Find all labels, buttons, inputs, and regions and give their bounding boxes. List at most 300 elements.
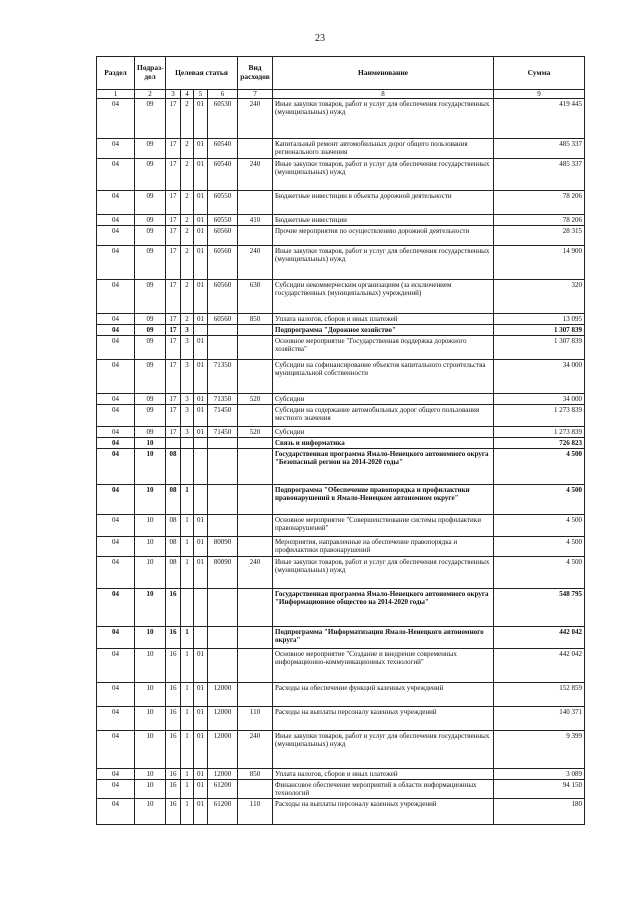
cell-naimenovanie: Прочие мероприятия по осуществлению дорожной деятельности [273, 226, 494, 246]
cell-naimenovanie: Субсидии на софинансирование объектов капитального строительства муниципальной собственности [273, 360, 494, 394]
cell-vid-rashodov: 110 [238, 707, 273, 731]
cell-podrazdel: 09 [135, 360, 166, 394]
cell-summa: 1 307 839 [494, 325, 585, 336]
cell-naimenovanie: Государственная программа Ямало-Ненецкого автономного округа "Безопасный регион на 2014-2020 годы" [273, 449, 494, 485]
cell-subprogram: 1 [181, 769, 194, 780]
cell-podrazdel: 10 [135, 707, 166, 731]
cell-subprogram: 1 [181, 537, 194, 557]
cell-program: 16 [166, 799, 181, 825]
cell-vid-rashodov [238, 449, 273, 485]
cell-summa: 4 500 [494, 557, 585, 589]
cell-measure: 01 [194, 707, 208, 731]
cell-measure: 01 [194, 226, 208, 246]
header-naimenovanie: Наименование [273, 57, 494, 90]
cell-direction [208, 485, 238, 515]
cell-razdel: 04 [97, 649, 135, 683]
cell-measure: 01 [194, 394, 208, 405]
cell-summa: 1 273 839 [494, 427, 585, 438]
cell-program: 17 [166, 336, 181, 360]
cell-podrazdel: 10 [135, 438, 166, 449]
cell-vid-rashodov: 850 [238, 314, 273, 325]
cell-direction: 60540 [208, 159, 238, 191]
cell-vid-rashodov [238, 336, 273, 360]
cell-summa: 94 150 [494, 780, 585, 799]
cell-subprogram [181, 438, 194, 449]
cell-summa: 485 337 [494, 139, 585, 159]
cell-razdel: 04 [97, 246, 135, 280]
cell-program: 17 [166, 139, 181, 159]
cell-naimenovanie: Уплата налогов, сборов и иных платежей [273, 314, 494, 325]
cell-vid-rashodov [238, 485, 273, 515]
cell-measure: 01 [194, 557, 208, 589]
cell-program: 17 [166, 226, 181, 246]
cell-program: 16 [166, 769, 181, 780]
cell-razdel: 04 [97, 191, 135, 215]
cell-program: 17 [166, 191, 181, 215]
cell-program: 17 [166, 405, 181, 427]
cell-naimenovanie: Бюджетные инвестиции в объекты дорожной деятельности [273, 191, 494, 215]
cell-subprogram: 2 [181, 99, 194, 139]
cell-razdel: 04 [97, 589, 135, 627]
table-row [97, 557, 585, 589]
cell-program: 17 [166, 427, 181, 438]
column-number: 8 [273, 90, 494, 99]
cell-razdel: 04 [97, 215, 135, 226]
header-podrazdel: Подраз-дел [135, 57, 166, 90]
cell-podrazdel: 10 [135, 449, 166, 485]
cell-razdel: 04 [97, 485, 135, 515]
cell-naimenovanie: Иные закупки товаров, работ и услуг для обеспечения государственных (муниципальных) нужд [273, 99, 494, 139]
table-row [97, 515, 585, 537]
cell-subprogram: 1 [181, 683, 194, 707]
table-row [97, 731, 585, 769]
page-number: 23 [315, 33, 325, 44]
cell-podrazdel: 09 [135, 139, 166, 159]
cell-measure: 01 [194, 191, 208, 215]
cell-subprogram [181, 589, 194, 627]
column-number: 9 [494, 90, 585, 99]
table-row [97, 360, 585, 394]
cell-razdel: 04 [97, 280, 135, 314]
cell-vid-rashodov: 240 [238, 731, 273, 769]
cell-naimenovanie: Бюджетные инвестиции [273, 215, 494, 226]
table-row [97, 246, 585, 280]
cell-podrazdel: 09 [135, 394, 166, 405]
cell-subprogram: 1 [181, 485, 194, 515]
cell-subprogram: 3 [181, 360, 194, 394]
cell-program [166, 438, 181, 449]
cell-measure: 01 [194, 314, 208, 325]
cell-measure: 01 [194, 139, 208, 159]
cell-vid-rashodov [238, 683, 273, 707]
cell-vid-rashodov: 520 [238, 394, 273, 405]
cell-razdel: 04 [97, 627, 135, 649]
column-number: 3 [166, 90, 181, 99]
cell-summa: 9 399 [494, 731, 585, 769]
cell-subprogram: 3 [181, 405, 194, 427]
cell-naimenovanie: Иные закупки товаров, работ и услуг для обеспечения государственных (муниципальных) нужд [273, 246, 494, 280]
header-razdel: Раздел [97, 57, 135, 90]
cell-subprogram: 1 [181, 515, 194, 537]
cell-podrazdel: 10 [135, 537, 166, 557]
cell-subprogram: 1 [181, 799, 194, 825]
table-row [97, 99, 585, 139]
cell-subprogram: 2 [181, 215, 194, 226]
cell-program: 17 [166, 246, 181, 280]
cell-podrazdel: 10 [135, 731, 166, 769]
cell-program: 16 [166, 589, 181, 627]
cell-naimenovanie: Субсидии на содержание автомобильных дорог общего пользования местного значения [273, 405, 494, 427]
cell-subprogram: 2 [181, 246, 194, 280]
cell-summa: 28 315 [494, 226, 585, 246]
cell-subprogram: 1 [181, 649, 194, 683]
cell-direction [208, 515, 238, 537]
cell-razdel: 04 [97, 427, 135, 438]
cell-naimenovanie: Основное мероприятие "Создание и внедрение современных информационно-коммуникационных технологий" [273, 649, 494, 683]
cell-summa: 1 307 839 [494, 336, 585, 360]
cell-measure: 01 [194, 799, 208, 825]
cell-naimenovanie: Субсидии [273, 427, 494, 438]
cell-program: 08 [166, 557, 181, 589]
cell-naimenovanie: Уплата налогов, сборов и иных платежей [273, 769, 494, 780]
table-row [97, 325, 585, 336]
cell-naimenovanie: Подпрограмма "Обеспечение правопорядка и профилактики правонарушений в Ямало-Ненецком автономном округе" [273, 485, 494, 515]
cell-vid-rashodov [238, 139, 273, 159]
cell-program: 17 [166, 99, 181, 139]
cell-podrazdel: 09 [135, 226, 166, 246]
cell-naimenovanie: Мероприятия, направленные на обеспечение правопорядка и профилактики правонарушений [273, 537, 494, 557]
cell-vid-rashodov: 520 [238, 427, 273, 438]
cell-naimenovanie: Субсидии некоммерческим организациям (за исключением государственных (муниципальных) учреждений) [273, 280, 494, 314]
table-row [97, 438, 585, 449]
cell-naimenovanie: Субсидии [273, 394, 494, 405]
cell-summa: 3 089 [494, 769, 585, 780]
table-row [97, 226, 585, 246]
cell-measure: 01 [194, 515, 208, 537]
cell-razdel: 04 [97, 360, 135, 394]
cell-razdel: 04 [97, 515, 135, 537]
cell-program: 17 [166, 360, 181, 394]
table-row [97, 780, 585, 799]
cell-naimenovanie: Подпрограмма "Информатизация Ямало-Ненецкого автономного округа" [273, 627, 494, 649]
cell-podrazdel: 09 [135, 159, 166, 191]
cell-naimenovanie: Связь и информатика [273, 438, 494, 449]
cell-summa: 320 [494, 280, 585, 314]
cell-subprogram: 3 [181, 325, 194, 336]
cell-naimenovanie: Основное мероприятие "Совершенствование системы профилактики правонарушений" [273, 515, 494, 537]
cell-direction: 71450 [208, 405, 238, 427]
table-row [97, 649, 585, 683]
cell-measure [194, 589, 208, 627]
cell-summa: 180 [494, 799, 585, 825]
cell-program: 17 [166, 215, 181, 226]
cell-razdel: 04 [97, 99, 135, 139]
table-row [97, 394, 585, 405]
cell-direction: 60560 [208, 314, 238, 325]
cell-program: 17 [166, 314, 181, 325]
cell-direction: 71450 [208, 427, 238, 438]
cell-measure [194, 485, 208, 515]
cell-razdel: 04 [97, 449, 135, 485]
cell-summa: 14 900 [494, 246, 585, 280]
cell-measure: 01 [194, 159, 208, 191]
column-number: 7 [238, 90, 273, 99]
cell-measure: 01 [194, 427, 208, 438]
cell-podrazdel: 09 [135, 280, 166, 314]
cell-razdel: 04 [97, 438, 135, 449]
cell-vid-rashodov [238, 649, 273, 683]
column-number: 4 [181, 90, 194, 99]
cell-vid-rashodov [238, 191, 273, 215]
table-header-row [97, 57, 585, 90]
cell-summa: 442 042 [494, 649, 585, 683]
cell-direction: 60530 [208, 99, 238, 139]
cell-podrazdel: 09 [135, 427, 166, 438]
cell-naimenovanie: Иные закупки товаров, работ и услуг для обеспечения государственных (муниципальных) нужд [273, 159, 494, 191]
cell-subprogram: 2 [181, 139, 194, 159]
cell-razdel: 04 [97, 226, 135, 246]
cell-subprogram: 1 [181, 627, 194, 649]
cell-podrazdel: 09 [135, 314, 166, 325]
table-row [97, 159, 585, 191]
table-row [97, 707, 585, 731]
cell-vid-rashodov [238, 515, 273, 537]
cell-vid-rashodov: 850 [238, 769, 273, 780]
cell-measure [194, 449, 208, 485]
cell-summa: 726 823 [494, 438, 585, 449]
cell-measure [194, 438, 208, 449]
cell-direction: 60550 [208, 191, 238, 215]
table-body [97, 99, 585, 825]
cell-razdel: 04 [97, 557, 135, 589]
cell-measure: 01 [194, 731, 208, 769]
cell-program: 16 [166, 627, 181, 649]
cell-subprogram: 3 [181, 394, 194, 405]
table-row [97, 427, 585, 438]
cell-podrazdel: 09 [135, 405, 166, 427]
cell-subprogram: 1 [181, 557, 194, 589]
cell-razdel: 04 [97, 707, 135, 731]
cell-measure: 01 [194, 280, 208, 314]
cell-podrazdel: 10 [135, 627, 166, 649]
cell-subprogram [181, 449, 194, 485]
cell-direction: 61200 [208, 780, 238, 799]
cell-measure: 01 [194, 336, 208, 360]
table-row [97, 336, 585, 360]
cell-naimenovanie: Подпрограмма "Дорожное хозяйство" [273, 325, 494, 336]
cell-summa: 4 500 [494, 449, 585, 485]
cell-razdel: 04 [97, 139, 135, 159]
cell-direction: 71350 [208, 360, 238, 394]
cell-measure: 01 [194, 769, 208, 780]
table-row [97, 405, 585, 427]
cell-vid-rashodov [238, 780, 273, 799]
table-row [97, 485, 585, 515]
cell-podrazdel: 10 [135, 649, 166, 683]
cell-program: 08 [166, 515, 181, 537]
cell-subprogram: 2 [181, 280, 194, 314]
cell-podrazdel: 10 [135, 589, 166, 627]
cell-summa: 34 000 [494, 394, 585, 405]
cell-razdel: 04 [97, 769, 135, 780]
cell-vid-rashodov [238, 438, 273, 449]
cell-podrazdel: 10 [135, 799, 166, 825]
cell-vid-rashodov: 240 [238, 159, 273, 191]
table-row [97, 280, 585, 314]
cell-naimenovanie: Расходы на обеспечение функций казенных учреждений [273, 683, 494, 707]
cell-summa: 140 371 [494, 707, 585, 731]
cell-subprogram: 1 [181, 780, 194, 799]
cell-naimenovanie: Расходы на выплаты персоналу казенных учреждений [273, 799, 494, 825]
cell-direction: 60560 [208, 280, 238, 314]
cell-vid-rashodov: 630 [238, 280, 273, 314]
header-vid-rashodov: Вид расходов [238, 57, 273, 90]
cell-direction [208, 336, 238, 360]
cell-subprogram: 1 [181, 731, 194, 769]
cell-summa: 78 206 [494, 215, 585, 226]
table-row [97, 449, 585, 485]
cell-vid-rashodov [238, 537, 273, 557]
cell-subprogram: 1 [181, 707, 194, 731]
cell-direction [208, 325, 238, 336]
column-number: 5 [194, 90, 208, 99]
cell-program: 08 [166, 537, 181, 557]
cell-measure [194, 627, 208, 649]
cell-direction: 60560 [208, 246, 238, 280]
cell-summa: 78 206 [494, 191, 585, 215]
cell-program: 16 [166, 707, 181, 731]
cell-direction [208, 627, 238, 649]
cell-vid-rashodov [238, 627, 273, 649]
cell-program: 17 [166, 394, 181, 405]
cell-direction: 12000 [208, 731, 238, 769]
table-row [97, 314, 585, 325]
header-celevaya-statya: Целевая статья [166, 57, 238, 90]
cell-direction: 60550 [208, 215, 238, 226]
cell-naimenovanie: Основное мероприятие "Государственная поддержка дорожного хозяйства" [273, 336, 494, 360]
budget-table [96, 56, 585, 825]
cell-razdel: 04 [97, 780, 135, 799]
cell-summa: 419 445 [494, 99, 585, 139]
cell-measure: 01 [194, 649, 208, 683]
cell-podrazdel: 10 [135, 780, 166, 799]
cell-direction [208, 589, 238, 627]
cell-podrazdel: 10 [135, 683, 166, 707]
table-row [97, 215, 585, 226]
cell-vid-rashodov: 110 [238, 799, 273, 825]
cell-podrazdel: 09 [135, 336, 166, 360]
cell-subprogram: 3 [181, 427, 194, 438]
cell-naimenovanie: Государственная программа Ямало-Ненецкого автономного округа "Информационное общество на 2014-2020 годы" [273, 589, 494, 627]
cell-direction: 60540 [208, 139, 238, 159]
cell-razdel: 04 [97, 683, 135, 707]
table-row [97, 769, 585, 780]
cell-summa: 485 337 [494, 159, 585, 191]
cell-razdel: 04 [97, 325, 135, 336]
cell-podrazdel: 09 [135, 99, 166, 139]
cell-summa: 4 500 [494, 515, 585, 537]
cell-razdel: 04 [97, 405, 135, 427]
cell-podrazdel: 09 [135, 325, 166, 336]
cell-direction: 12000 [208, 769, 238, 780]
cell-measure: 01 [194, 99, 208, 139]
cell-podrazdel: 09 [135, 215, 166, 226]
cell-razdel: 04 [97, 799, 135, 825]
cell-razdel: 04 [97, 731, 135, 769]
cell-direction: 12000 [208, 707, 238, 731]
cell-summa: 34 000 [494, 360, 585, 394]
cell-vid-rashodov [238, 405, 273, 427]
column-number: 2 [135, 90, 166, 99]
cell-subprogram: 2 [181, 226, 194, 246]
cell-razdel: 04 [97, 336, 135, 360]
cell-summa: 13 095 [494, 314, 585, 325]
cell-podrazdel: 10 [135, 515, 166, 537]
cell-vid-rashodov [238, 360, 273, 394]
cell-razdel: 04 [97, 159, 135, 191]
cell-naimenovanie: Расходы на выплаты персоналу казенных учреждений [273, 707, 494, 731]
cell-vid-rashodov: 410 [238, 215, 273, 226]
cell-vid-rashodov [238, 226, 273, 246]
cell-subprogram: 2 [181, 191, 194, 215]
cell-subprogram: 2 [181, 314, 194, 325]
table-row [97, 683, 585, 707]
cell-program: 16 [166, 649, 181, 683]
cell-program: 17 [166, 325, 181, 336]
cell-summa: 1 273 839 [494, 405, 585, 427]
cell-direction: 80090 [208, 537, 238, 557]
cell-measure: 01 [194, 683, 208, 707]
cell-razdel: 04 [97, 537, 135, 557]
cell-summa: 548 795 [494, 589, 585, 627]
cell-measure: 01 [194, 405, 208, 427]
cell-vid-rashodov: 240 [238, 246, 273, 280]
table-row [97, 191, 585, 215]
header-summa: Сумма [494, 57, 585, 90]
cell-measure: 01 [194, 360, 208, 394]
cell-program: 17 [166, 280, 181, 314]
cell-razdel: 04 [97, 394, 135, 405]
cell-podrazdel: 10 [135, 769, 166, 780]
cell-subprogram: 3 [181, 336, 194, 360]
cell-naimenovanie: Иные закупки товаров, работ и услуг для обеспечения государственных (муниципальных) нужд [273, 557, 494, 589]
column-number: 6 [208, 90, 238, 99]
cell-naimenovanie: Капитальный ремонт автомобильных дорог общего пользования регионального значения [273, 139, 494, 159]
cell-program: 17 [166, 159, 181, 191]
table-row [97, 627, 585, 649]
cell-program: 16 [166, 683, 181, 707]
cell-vid-rashodov: 240 [238, 99, 273, 139]
table-row [97, 537, 585, 557]
cell-measure: 01 [194, 215, 208, 226]
cell-summa: 4 500 [494, 485, 585, 515]
cell-direction: 71350 [208, 394, 238, 405]
cell-direction [208, 649, 238, 683]
cell-program: 16 [166, 731, 181, 769]
cell-measure: 01 [194, 780, 208, 799]
table-row [97, 139, 585, 159]
cell-subprogram: 2 [181, 159, 194, 191]
cell-measure: 01 [194, 246, 208, 280]
cell-vid-rashodov [238, 589, 273, 627]
cell-direction [208, 438, 238, 449]
cell-naimenovanie: Иные закупки товаров, работ и услуг для обеспечения государственных (муниципальных) нужд [273, 731, 494, 769]
cell-naimenovanie: Финансовое обеспечение мероприятий в области информационных технологий [273, 780, 494, 799]
cell-direction: 12000 [208, 683, 238, 707]
cell-direction: 80090 [208, 557, 238, 589]
cell-podrazdel: 10 [135, 557, 166, 589]
column-number: 1 [97, 90, 135, 99]
